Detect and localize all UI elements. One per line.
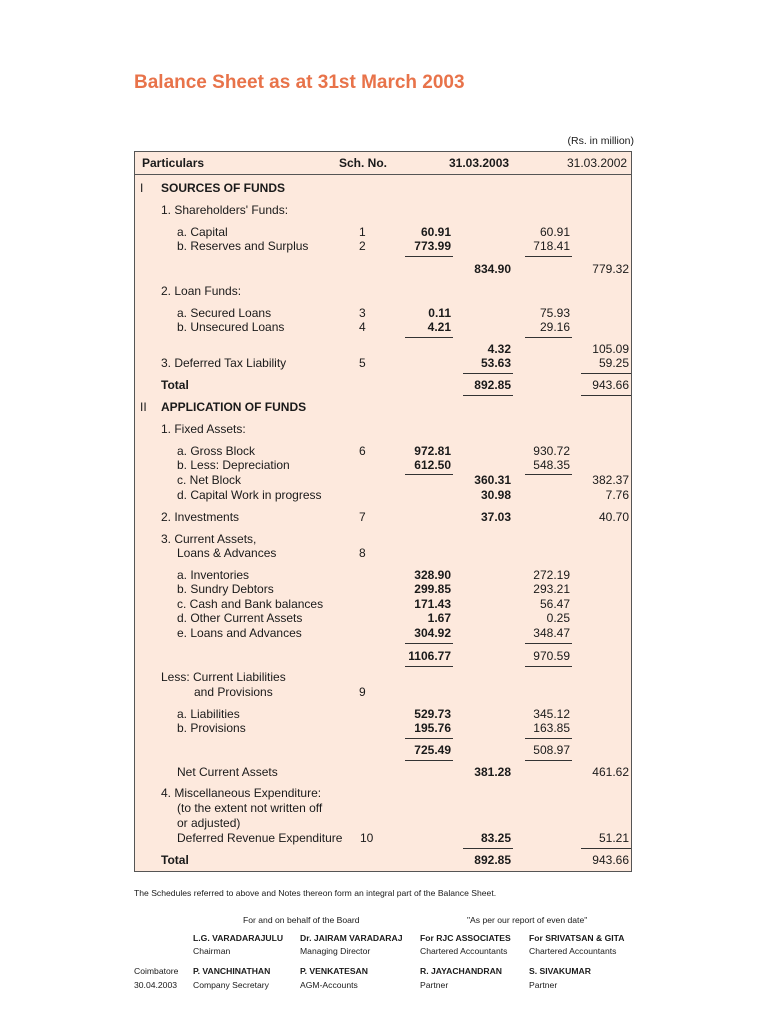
signatory-name: R. JAYACHANDRAN xyxy=(420,966,502,976)
report-caption: "As per our report of even date" xyxy=(467,915,588,925)
signatory-name: For RJC ASSOCIATES xyxy=(420,933,511,943)
row-label: 1. Shareholders' Funds: xyxy=(161,203,289,217)
row-label: b. Unsecured Loans xyxy=(177,320,285,334)
rule xyxy=(405,474,453,475)
row-label: a. Inventories xyxy=(177,568,250,582)
signatory-name: P. VANCHINATHAN xyxy=(193,966,271,976)
rule xyxy=(525,760,572,761)
row-sch: 2 xyxy=(359,239,366,253)
rule xyxy=(525,256,572,257)
row-sch: 10 xyxy=(360,831,374,845)
rule xyxy=(463,395,513,396)
row-label: 2. Investments xyxy=(161,510,240,524)
row-value-c: 29.16 xyxy=(539,320,570,334)
header-sch-no: Sch. No. xyxy=(339,156,388,170)
row-value-c: 345.12 xyxy=(533,707,570,721)
row-value-a: 299.85 xyxy=(414,582,451,596)
row-value-d: 51.21 xyxy=(598,831,629,845)
signatory-role: Chairman xyxy=(193,946,231,956)
row-value-a: 1106.77 xyxy=(408,649,451,663)
total-2002: 943.66 xyxy=(592,853,629,867)
row-label: 2. Loan Funds: xyxy=(161,284,242,298)
rule xyxy=(525,738,572,739)
signatory-role: Chartered Accountants xyxy=(420,946,508,956)
row-value-c: 508.97 xyxy=(533,743,570,757)
row-value-a: 1.67 xyxy=(427,611,451,625)
row-value-b: 53.63 xyxy=(480,356,511,370)
row-sch: 7 xyxy=(359,510,366,524)
row-value-d: 105.09 xyxy=(592,342,629,356)
row-value-a: 612.50 xyxy=(414,458,451,472)
row-value-d: 779.32 xyxy=(592,262,629,276)
rule xyxy=(405,666,453,667)
signatory-name: Dr. JAIRAM VARADARAJ xyxy=(300,933,403,943)
row-value-a: 725.49 xyxy=(414,743,451,757)
roman-i: I xyxy=(140,181,144,195)
signatory-name: For SRIVATSAN & GITA xyxy=(529,933,625,943)
row-label: or adjusted) xyxy=(177,816,241,830)
row-value-a: 0.11 xyxy=(428,306,451,320)
rule xyxy=(581,395,631,396)
balance-sheet-table xyxy=(134,151,632,872)
row-sch: 6 xyxy=(359,444,366,458)
row-value-c: 56.47 xyxy=(539,597,570,611)
rule xyxy=(525,666,572,667)
row-label: a. Secured Loans xyxy=(177,306,272,320)
row-label: Loans & Advances xyxy=(177,546,277,560)
row-value-a: 773.99 xyxy=(414,239,451,253)
header-particulars: Particulars xyxy=(142,156,205,170)
row-label: a. Gross Block xyxy=(177,444,256,458)
row-label: d. Other Current Assets xyxy=(177,611,303,625)
row-sch: 1 xyxy=(359,225,366,239)
row-label: b. Sundry Debtors xyxy=(177,582,274,596)
signatory-role: Partner xyxy=(420,980,449,990)
row-label: 3. Deferred Tax Liability xyxy=(161,356,287,370)
row-value-c: 0.25 xyxy=(546,611,570,625)
row-label: Deferred Revenue Expenditure xyxy=(177,831,343,845)
row-label: 3. Current Assets, xyxy=(161,532,257,546)
row-sch: 4 xyxy=(359,320,366,334)
row-value-c: 548.35 xyxy=(533,458,570,472)
table-header xyxy=(135,152,631,175)
row-value-c: 293.21 xyxy=(533,582,570,596)
signatory-name: S. SIVAKUMAR xyxy=(529,966,591,976)
row-value-d: 461.62 xyxy=(592,765,629,779)
row-value-c: 60.91 xyxy=(539,225,570,239)
row-value-a: 972.81 xyxy=(414,444,451,458)
header-date-2002: 31.03.2002 xyxy=(567,156,628,170)
signatory-role: Partner xyxy=(529,980,558,990)
row-value-c: 718.41 xyxy=(533,239,570,253)
row-value-b: 4.32 xyxy=(487,342,511,356)
row-value-a: 60.91 xyxy=(420,225,451,239)
row-value-b: 83.25 xyxy=(480,831,511,845)
row-sch: 9 xyxy=(359,685,366,699)
row-value-d: 382.37 xyxy=(592,473,629,487)
total-2002: 943.66 xyxy=(592,378,629,392)
rule xyxy=(405,337,453,338)
place: Coimbatore xyxy=(134,966,179,976)
signatory-role: AGM-Accounts xyxy=(300,980,358,990)
row-value-c: 930.72 xyxy=(533,444,570,458)
row-value-a: 328.90 xyxy=(414,568,451,582)
schedules-note: The Schedules referred to above and Notes thereon form an integral part of the Balance Sheet. xyxy=(134,888,497,898)
roman-ii: II xyxy=(140,400,147,414)
row-label: (to the extent not written off xyxy=(177,801,323,815)
row-label: Net Current Assets xyxy=(177,765,278,779)
rule xyxy=(581,848,631,849)
row-label: Less: Current Liabilities xyxy=(161,670,286,684)
units-note: (Rs. in million) xyxy=(567,135,634,147)
rule xyxy=(525,337,572,338)
row-sch: 5 xyxy=(359,356,366,370)
rule xyxy=(405,256,453,257)
row-value-b: 834.90 xyxy=(474,262,511,276)
row-sch: 3 xyxy=(359,306,366,320)
row-value-c: 272.19 xyxy=(533,568,570,582)
rule xyxy=(581,373,631,374)
row-value-d: 7.76 xyxy=(605,488,629,502)
row-label: c. Net Block xyxy=(177,473,242,487)
row-value-b: 381.28 xyxy=(474,765,511,779)
header-date-2003: 31.03.2003 xyxy=(449,156,510,170)
total-label: Total xyxy=(161,853,189,867)
row-label: 4. Miscellaneous Expenditure: xyxy=(161,786,322,800)
row-value-c: 163.85 xyxy=(533,721,570,735)
signatory-name: L.G. VARADARAJULU xyxy=(193,933,284,943)
section-application: APPLICATION OF FUNDS xyxy=(161,400,307,414)
total-2003: 892.85 xyxy=(474,378,511,392)
row-value-c: 348.47 xyxy=(533,626,570,640)
row-label: e. Loans and Advances xyxy=(177,626,302,640)
signatory-name: P. VENKATESAN xyxy=(300,966,368,976)
row-value-d: 40.70 xyxy=(598,510,629,524)
row-value-b: 37.03 xyxy=(480,510,511,524)
row-value-c: 970.59 xyxy=(533,649,570,663)
row-label: a. Liabilities xyxy=(177,707,240,721)
row-value-a: 171.43 xyxy=(414,597,451,611)
row-value-a: 195.76 xyxy=(414,721,451,735)
date: 30.04.2003 xyxy=(134,980,178,990)
row-label: c. Cash and Bank balances xyxy=(177,597,324,611)
row-label: b. Reserves and Surplus xyxy=(177,239,309,253)
row-sch: 8 xyxy=(359,546,366,560)
rule xyxy=(525,643,572,644)
total-2003: 892.85 xyxy=(474,853,511,867)
rule xyxy=(525,474,572,475)
row-value-a: 304.92 xyxy=(414,626,451,640)
rule xyxy=(405,738,453,739)
page-title: Balance Sheet as at 31st March 2003 xyxy=(134,72,465,93)
row-label: 1. Fixed Assets: xyxy=(161,422,246,436)
rule xyxy=(405,760,453,761)
rule xyxy=(463,848,513,849)
signatory-role: Managing Director xyxy=(300,946,371,956)
row-value-c: 75.93 xyxy=(539,306,570,320)
total-label: Total xyxy=(161,378,189,392)
row-label: a. Capital xyxy=(177,225,228,239)
row-value-d: 59.25 xyxy=(598,356,629,370)
row-value-a: 4.21 xyxy=(427,320,451,334)
signatory-role: Company Secretary xyxy=(193,980,269,990)
row-value-a: 529.73 xyxy=(414,707,451,721)
board-caption: For and on behalf of the Board xyxy=(243,915,360,925)
rule xyxy=(463,373,513,374)
row-label: d. Capital Work in progress xyxy=(177,488,322,502)
section-sources: SOURCES OF FUNDS xyxy=(161,181,286,195)
signatory-role: Chartered Accountants xyxy=(529,946,617,956)
row-value-b: 360.31 xyxy=(474,473,511,487)
row-label: and Provisions xyxy=(194,685,273,699)
row-label: b. Provisions xyxy=(177,721,246,735)
rule xyxy=(405,643,453,644)
row-label: b. Less: Depreciation xyxy=(177,458,290,472)
row-value-b: 30.98 xyxy=(480,488,511,502)
